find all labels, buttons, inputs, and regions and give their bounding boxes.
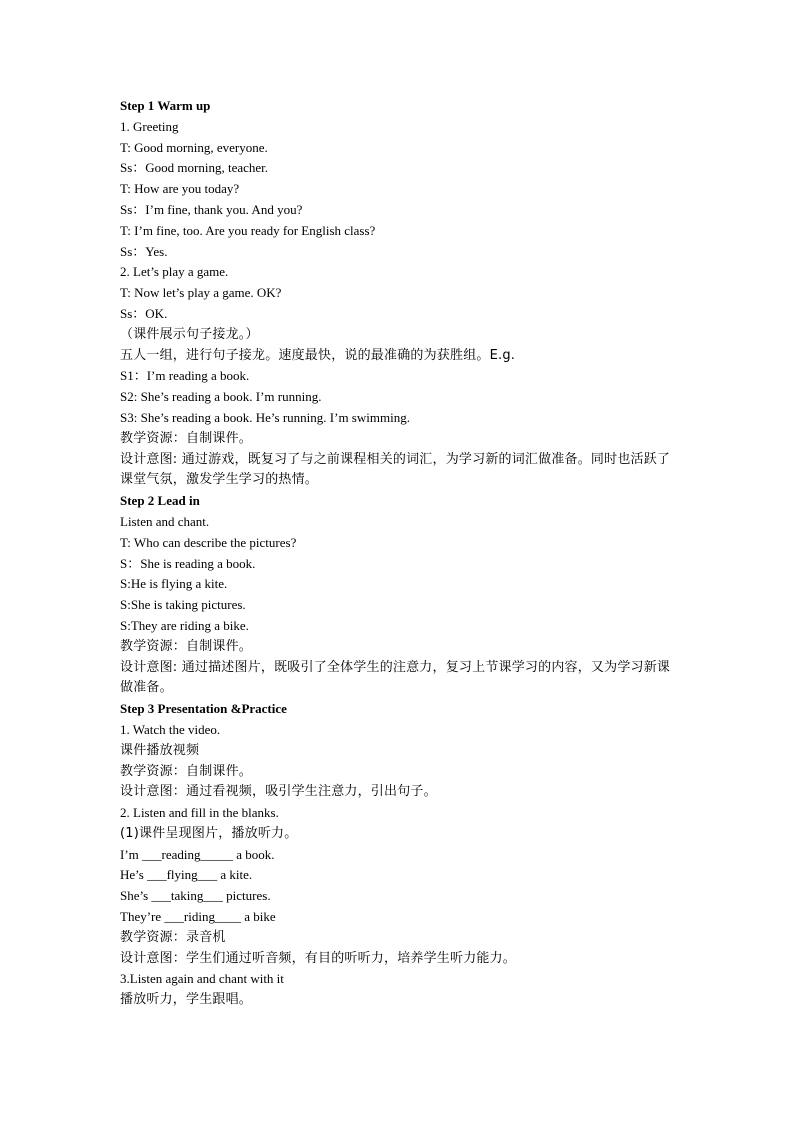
step3-heading: Step 3 Presentation &Practice [120, 701, 287, 717]
courseware-note: 播放听力，学生跟唱。 [120, 992, 253, 1008]
dialogue-line: T: How are you today? [120, 181, 240, 197]
dialogue-line: S:They are riding a bike. [120, 617, 249, 633]
design-intent: 设计意图: 通过游戏，既复习了与之前课程相关的词汇，为学习新的词汇做准备。同时也活跃了课堂气氛，激发学生学习的热情。 [120, 451, 671, 488]
fill-blank-line: I’m ___reading_____ a book. [120, 846, 275, 862]
dialogue-line: S：She is reading a book. [120, 555, 256, 571]
example-line: S1：I’m reading a book. [120, 368, 250, 384]
courseware-note: （课件展示句子接龙。） [120, 326, 259, 342]
greeting-item: 1. Greeting [120, 118, 179, 134]
instruction-line: 2. Listen and fill in the blanks. [120, 805, 279, 821]
dialogue-line: Ss：Good morning, teacher. [120, 160, 269, 176]
activity-description: 五人一组，进行句子接龙。速度最快，说的最准确的为获胜组。E.g. [120, 347, 516, 363]
step2-heading: Step 2 Lead in [120, 493, 200, 509]
design-intent: 设计意图：通过看视频，吸引学生注意力，引出句子。 [120, 784, 437, 800]
dialogue-line: T: Good morning, everyone. [120, 139, 268, 155]
design-intent: 设计意图: 通过描述图片，既吸引了全体学生的注意力，复习上节课学习的内容，又为学习新课做准备。 [120, 659, 671, 696]
dialogue-line: T: I’m fine, too. Are you ready for English class? [120, 222, 376, 238]
document-page [120, 96, 680, 1011]
instruction-line: Listen and chant. [120, 513, 210, 529]
fill-blank-line: He’s ___flying___ a kite. [120, 867, 253, 883]
courseware-note: 课件播放视频 [120, 742, 200, 758]
dialogue-line: Ss：Yes. [120, 243, 168, 259]
teaching-resource: 教学资源：录音机 [120, 929, 226, 945]
courseware-note: (1)课件呈现图片，播放听力。 [120, 825, 298, 841]
example-line: S3: She’s reading a book. He’s running. I’m swimming. [120, 409, 410, 425]
dialogue-line: T: Now let’s play a game. OK? [120, 285, 282, 301]
dialogue-line: S:She is taking pictures. [120, 597, 246, 613]
dialogue-line: S:He is flying a kite. [120, 576, 228, 592]
teaching-resource: 教学资源：自制课件。 [120, 430, 253, 446]
teaching-resource: 教学资源：自制课件。 [120, 638, 253, 654]
dialogue-line: Ss：OK. [120, 305, 168, 321]
instruction-line: 1. Watch the video. [120, 721, 221, 737]
dialogue-line: Ss：I’m fine, thank you. And you? [120, 201, 303, 217]
step1-heading: Step 1 Warm up [120, 98, 211, 113]
fill-blank-line: She’s ___taking___ pictures. [120, 888, 271, 904]
game-item: 2. Let’s play a game. [120, 264, 229, 280]
teaching-resource: 教学资源：自制课件。 [120, 763, 253, 779]
dialogue-line: T: Who can describe the pictures? [120, 534, 297, 550]
example-line: S2: She’s reading a book. I’m running. [120, 389, 322, 405]
instruction-line: 3.Listen again and chant with it [120, 971, 284, 987]
fill-blank-line: They’re ___riding____ a bike [120, 909, 276, 925]
design-intent: 设计意图：学生们通过听音频，有目的听听力，培养学生听力能力。 [120, 950, 517, 966]
